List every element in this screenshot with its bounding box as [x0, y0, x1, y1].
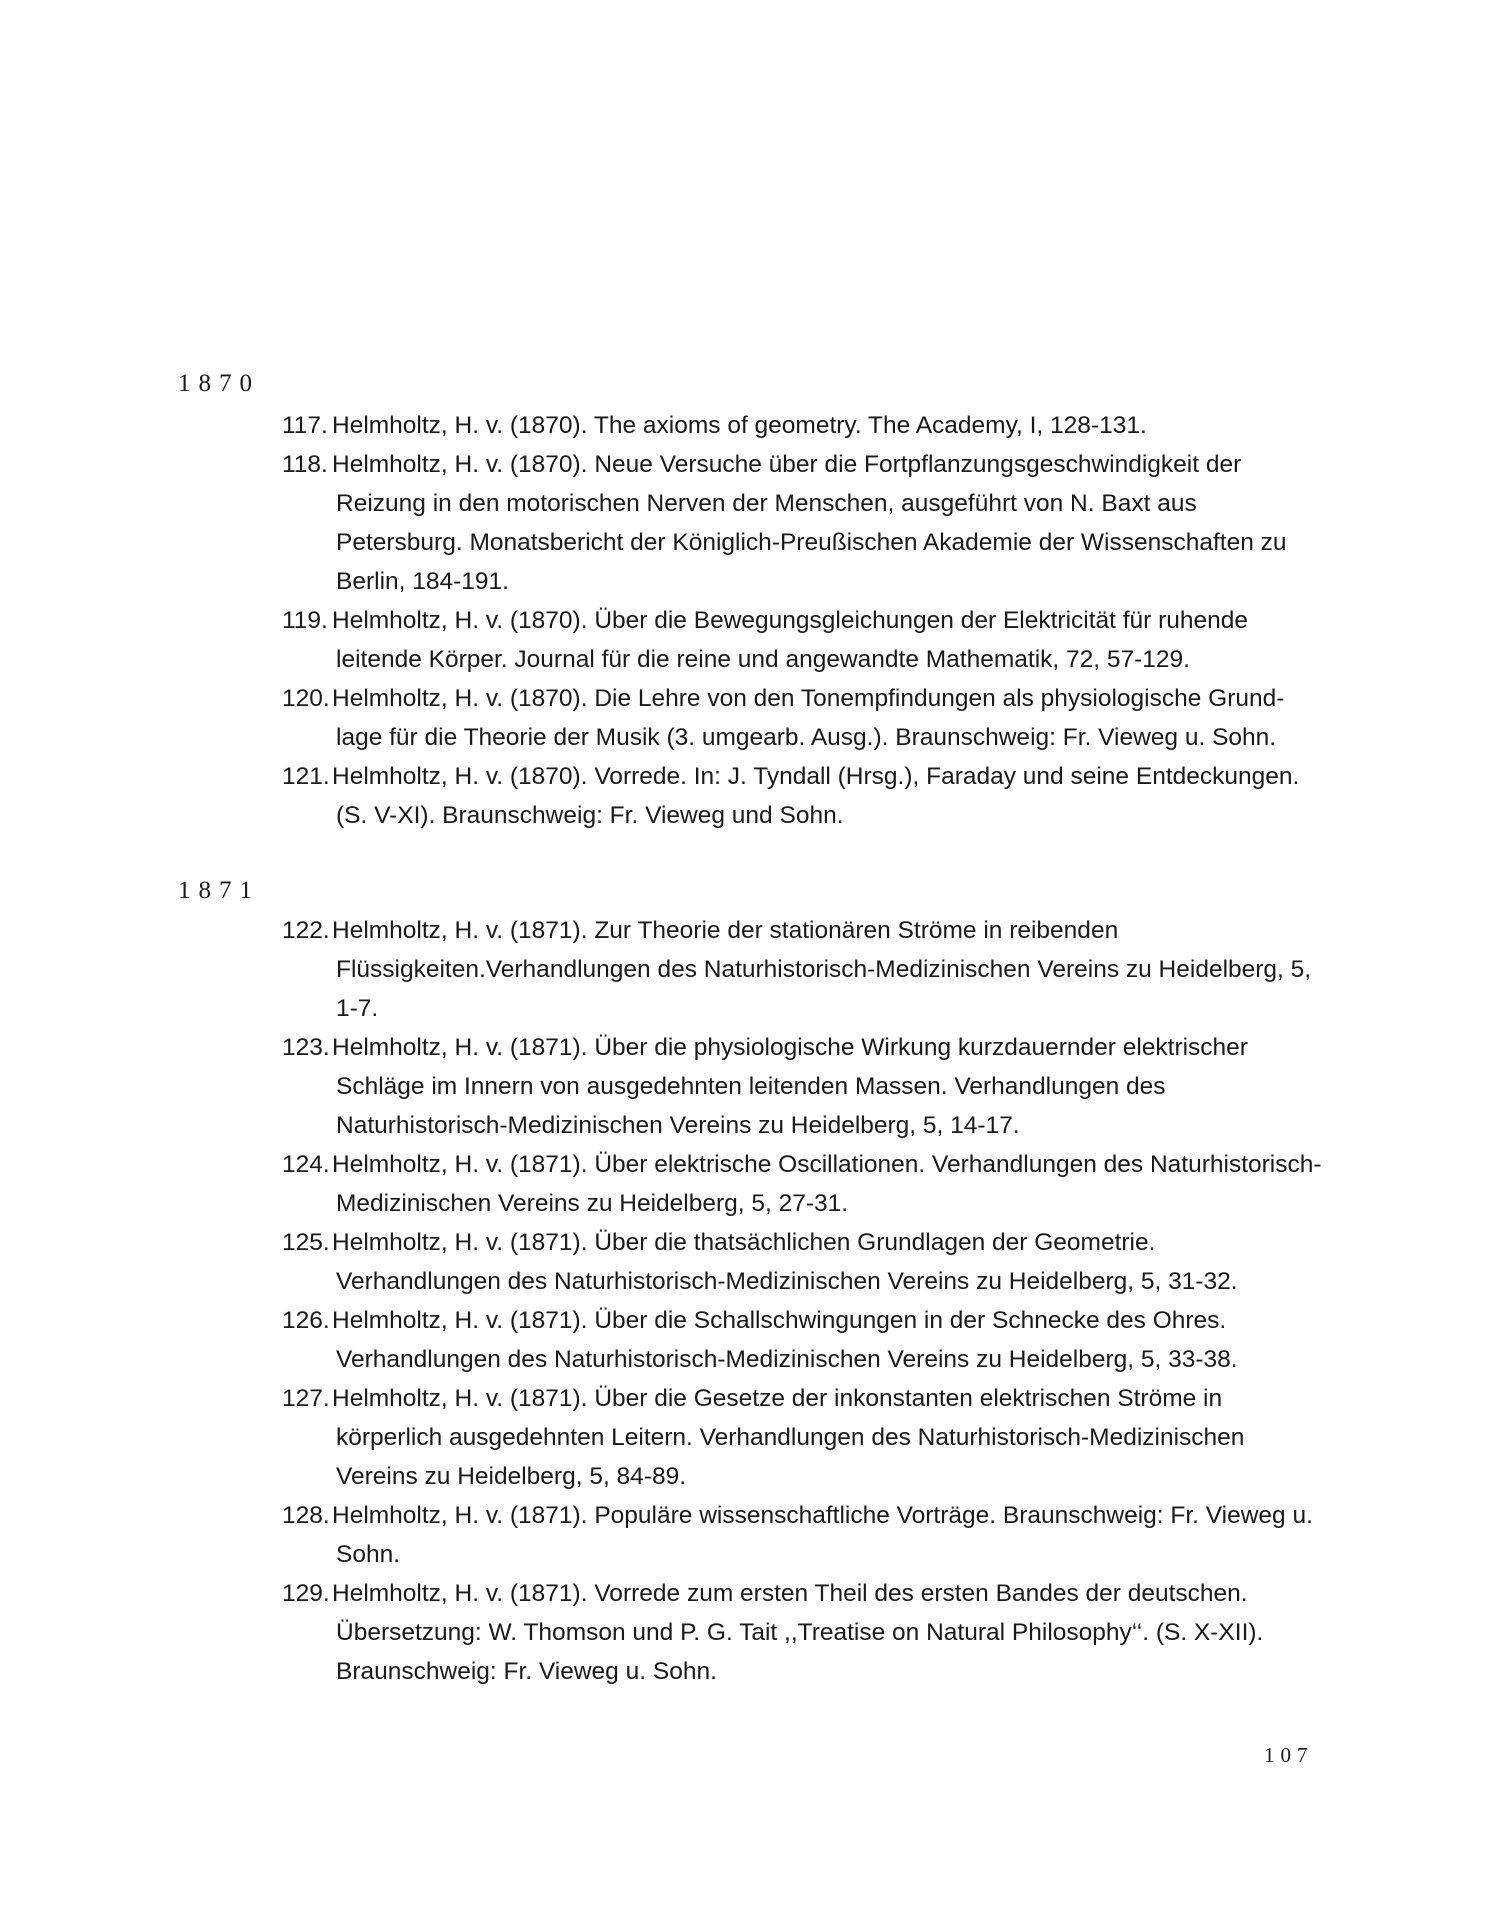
page-number: 107 [1264, 1743, 1314, 1767]
bibliography-entry [282, 1028, 1322, 1145]
entry-number: 127. [282, 1385, 330, 1412]
entry-number: 118. [282, 451, 328, 478]
bibliography-entry [282, 445, 1322, 601]
entry-number: 128. [282, 1502, 330, 1529]
year-heading-1871: 1871 [178, 877, 260, 904]
entry-text: Helmholtz, H. v. (1871). Populäre wissenschaftliche Vorträge. Braunschweig: Fr. Vieweg u. Sohn. [332, 1502, 1313, 1568]
entry-text: Helmholtz, H. v. (1870). The axioms of geometry. The Academy, I, 128-131. [332, 412, 1147, 439]
year-heading-1870: 1870 [178, 370, 260, 397]
bibliography-list-1871 [282, 911, 1322, 1691]
entry-number: 120. [282, 685, 330, 712]
entry-number: 126. [282, 1307, 330, 1334]
bibliography-entry [282, 1496, 1322, 1574]
entry-text: Helmholtz, H. v. (1871). Über die thatsächlichen Grundlagen der Geometrie. Verhandlungen des Naturhistorisch-Medizinischen Vereins zu Heidelberg, 5, 31-32. [332, 1229, 1238, 1295]
bibliography-entry [282, 406, 1322, 445]
bibliography-entry [282, 1223, 1322, 1301]
bibliography-list-1870 [282, 406, 1322, 835]
bibliography-entry [282, 601, 1322, 679]
bibliography-entry [282, 679, 1322, 757]
entry-number: 123. [282, 1034, 330, 1061]
entry-text: Helmholtz, H. v. (1871). Vorrede zum ersten Theil des ersten Bandes der deutschen. Übersetzung: W. Thomson und P. G. Tait ,,Treatise on Natural Philosophy‘‘. (S. X-XII). Braunschweig: Fr. Vieweg u. Sohn. [332, 1580, 1264, 1685]
entry-text: Helmholtz, H. v. (1871). Über elektrische Oscillationen. Verhandlungen des Naturhistorisch-Medizinischen Vereins zu Heidelberg, 5, 27-31. [332, 1151, 1322, 1217]
entry-text: Helmholtz, H. v. (1870). Die Lehre von den Tonempfindungen als physiologische Grund-lage für die Theorie der Musik (3. umgearb. Ausg.). Braunschweig: Fr. Vieweg u. Sohn. [332, 685, 1285, 751]
bibliography-entry [282, 1145, 1322, 1223]
entry-number: 122. [282, 917, 330, 944]
entry-text: Helmholtz, H. v. (1870). Neue Versuche über die Fortpflanzungsgeschwindigkeit der Reizung in den motorischen Nerven der Menschen, ausgeführt von N. Baxt aus Petersburg. Monatsbericht der Königlich-Preußischen Akademie der Wissenschaften zu Berlin, 184-191. [332, 451, 1287, 595]
entry-number: 119. [282, 607, 328, 634]
bibliography-entry [282, 911, 1322, 1028]
entry-text: Helmholtz, H. v. (1871). Über die Schallschwingungen in der Schnecke des Ohres. Verhandlungen des Naturhistorisch-Medizinischen Vereins zu Heidelberg, 5, 33-38. [332, 1307, 1238, 1373]
entry-number: 124. [282, 1151, 330, 1178]
entry-number: 117. [282, 412, 328, 439]
bibliography-entry [282, 1574, 1322, 1691]
entry-text: Helmholtz, H. v. (1870). Vorrede. In: J. Tyndall (Hrsg.), Faraday und seine Entdeckungen. (S. V-XI). Braunschweig: Fr. Vieweg und Sohn. [332, 763, 1300, 829]
entry-text: Helmholtz, H. v. (1871). Zur Theorie der stationären Ströme in reibenden Flüssigkeiten.Verhandlungen des Naturhistorisch-Medizinischen Vereins zu Heidelberg, 5, 1-7. [332, 917, 1312, 1022]
entry-text: Helmholtz, H. v. (1870). Über die Bewegungsgleichungen der Elektricität für ruhende leitende Körper. Journal für die reine und angewandte Mathematik, 72, 57-129. [332, 607, 1249, 673]
entry-number: 129. [282, 1580, 330, 1607]
bibliography-entry [282, 757, 1322, 835]
entry-text: Helmholtz, H. v. (1871). Über die physiologische Wirkung kurzdauernder elektrischer Schläge im Innern von ausgedehnten leitenden Massen. Verhandlungen des Naturhistorisch-Medizinischen Vereins zu Heidelberg, 5, 14-17. [332, 1034, 1248, 1139]
entry-number: 125. [282, 1229, 330, 1256]
bibliography-entry [282, 1301, 1322, 1379]
bibliography-entry [282, 1379, 1322, 1496]
entry-text: Helmholtz, H. v. (1871). Über die Gesetze der inkonstanten elektrischen Ströme in körperlich ausgedehnten Leitern. Verhandlungen des Naturhistorisch-Medizinischen Vereins zu Heidelberg, 5, 84-89. [332, 1385, 1245, 1490]
entry-number: 121. [282, 763, 330, 790]
